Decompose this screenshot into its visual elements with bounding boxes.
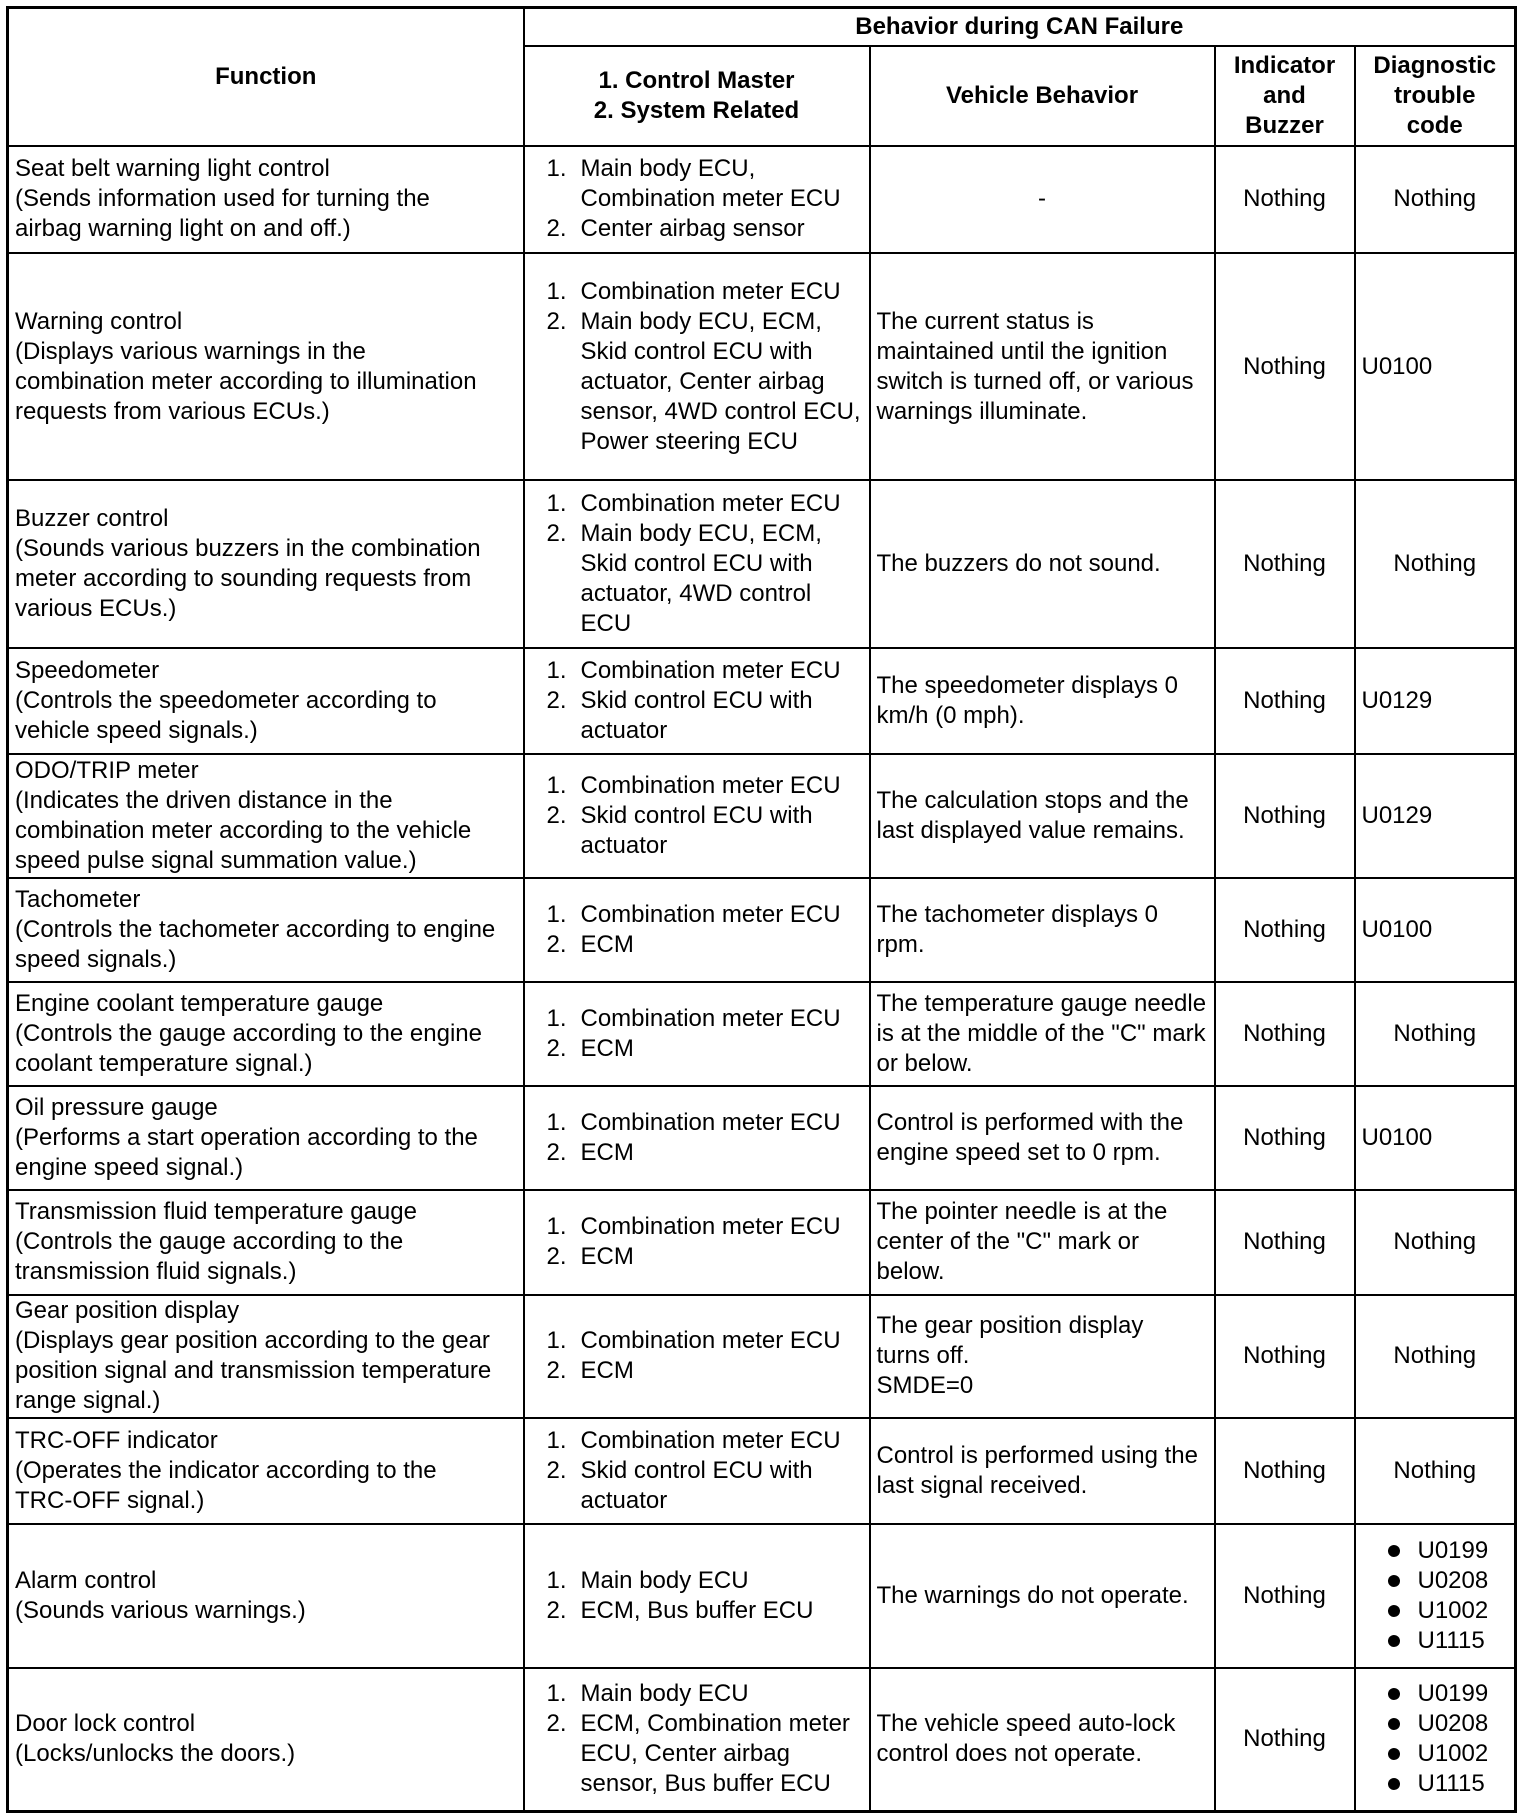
function-name: Speedometer	[15, 657, 160, 685]
function-header: Function	[8, 8, 524, 146]
function-cell	[8, 878, 524, 982]
function-description: (Locks/unlocks the doors.)	[15, 1740, 296, 1768]
table-row	[8, 982, 1516, 1086]
function-description: speed signals.)	[15, 945, 177, 973]
function-description: combination meter according to the vehicle	[15, 817, 472, 845]
master-item: 1. Combination meter ECU	[546, 900, 841, 928]
function-description: (Sends information used for turning the	[15, 185, 430, 213]
bullet-icon	[1388, 1778, 1400, 1790]
indicator-buzzer-cell: Nothing	[1215, 1668, 1355, 1812]
indicator-buzzer-cell: Nothing	[1215, 648, 1355, 754]
indicator-buzzer-header: Indicator and Buzzer	[1215, 46, 1355, 146]
vehicle-behavior-cell: The tachometer displays 0 rpm.	[870, 878, 1215, 982]
indicator-buzzer-cell: Nothing	[1215, 480, 1355, 648]
control-master-cell	[524, 253, 870, 481]
control-master-cell	[524, 1086, 870, 1190]
master-item: 2. Skid control ECU with actuator	[546, 687, 813, 745]
bullet-icon	[1388, 1605, 1400, 1617]
function-description: meter according to sounding requests from	[15, 565, 472, 593]
dtc-item: U0208	[1362, 1566, 1509, 1596]
dtc-cell	[1355, 1668, 1516, 1812]
function-description: various ECUs.)	[15, 595, 177, 623]
function-name: Seat belt warning light control	[15, 155, 330, 183]
bullet-icon	[1388, 1545, 1400, 1557]
function-description: requests from various ECUs.)	[15, 397, 330, 425]
master-item: 2. Skid control ECU with actuator	[546, 1457, 813, 1515]
control-master-cell	[524, 1668, 870, 1812]
bullet-icon	[1388, 1575, 1400, 1587]
master-item: 1. Combination meter ECU	[546, 1327, 841, 1355]
indicator-buzzer-cell: Nothing	[1215, 1295, 1355, 1418]
vehicle-behavior-cell: The calculation stops and the last displayed value remains.	[870, 754, 1215, 877]
master-item: 1. Combination meter ECU	[546, 657, 841, 685]
function-description: range signal.)	[15, 1387, 161, 1415]
dtc-cell: Nothing	[1355, 1295, 1516, 1418]
control-master-header: 1. Control Master 2. System Related	[524, 46, 870, 146]
table-row	[8, 1418, 1516, 1524]
table-row	[8, 1190, 1516, 1294]
function-name: Alarm control	[15, 1567, 157, 1594]
vehicle-behavior-cell: The buzzers do not sound.	[870, 480, 1215, 648]
master-item: 2. Skid control ECU with actuator	[546, 802, 813, 860]
table-row	[8, 1086, 1516, 1190]
function-description: engine speed signal.)	[15, 1154, 244, 1182]
vehicle-behavior-cell: The warnings do not operate.	[870, 1524, 1215, 1668]
function-description: (Controls the tachometer according to engine	[15, 915, 496, 943]
indicator-buzzer-cell: Nothing	[1215, 754, 1355, 877]
master-item: 1. Combination meter ECU	[546, 772, 841, 800]
indicator-buzzer-cell: Nothing	[1215, 1418, 1355, 1524]
table-row	[8, 1668, 1516, 1812]
table-row	[8, 754, 1516, 877]
dtc-cell: U0100	[1355, 878, 1516, 982]
table-row	[8, 648, 1516, 754]
indicator-buzzer-cell: Nothing	[1215, 878, 1355, 982]
can-failure-table	[6, 6, 1517, 1813]
dtc-item: U0208	[1362, 1709, 1509, 1739]
function-description: (Sounds various buzzers in the combination	[15, 535, 481, 563]
master-item: 2. ECM	[546, 1035, 634, 1063]
function-name: Tachometer	[15, 885, 141, 913]
function-cell	[8, 754, 524, 877]
dtc-cell	[1355, 1524, 1516, 1668]
master-item: 1. Main body ECU	[546, 1680, 749, 1708]
indicator-buzzer-cell: Nothing	[1215, 146, 1355, 253]
function-description: (Performs a start operation according to the	[15, 1124, 478, 1152]
table-row	[8, 878, 1516, 982]
function-cell	[8, 1668, 524, 1812]
master-item: 2. Main body ECU, ECM, Skid control ECU with actuator, Center airbag sensor, 4WD control ECU, Power steering ECU	[546, 307, 861, 455]
indicator-buzzer-cell: Nothing	[1215, 1086, 1355, 1190]
master-item: 1. Combination meter ECU	[546, 490, 841, 518]
dtc-cell: Nothing	[1355, 146, 1516, 253]
control-master-cell	[524, 1295, 870, 1418]
function-description: (Operates the indicator according to the	[15, 1457, 437, 1485]
function-name: Gear position display	[15, 1297, 240, 1325]
function-cell	[8, 1524, 524, 1668]
behavior-group-header: Behavior during CAN Failure	[524, 8, 1516, 46]
control-master-cell	[524, 480, 870, 648]
control-master-cell	[524, 1524, 870, 1668]
function-description: (Displays various warnings in the	[15, 337, 366, 365]
function-description: transmission fluid signals.)	[15, 1258, 297, 1286]
indicator-buzzer-cell: Nothing	[1215, 982, 1355, 1086]
vehicle-behavior-cell: Control is performed using the last signal received.	[870, 1418, 1215, 1524]
master-item: 1. Combination meter ECU	[546, 1427, 841, 1455]
master-item: 2. Main body ECU, ECM, Skid control ECU with actuator, 4WD control ECU	[546, 520, 822, 638]
control-master-cell	[524, 648, 870, 754]
bullet-icon	[1388, 1635, 1400, 1647]
indicator-buzzer-cell: Nothing	[1215, 1524, 1355, 1668]
function-name: TRC-OFF indicator	[15, 1427, 218, 1455]
control-master-cell	[524, 982, 870, 1086]
dtc-header: Diagnostic trouble code	[1355, 46, 1516, 146]
table-row	[8, 253, 1516, 481]
function-name: ODO/TRIP meter	[15, 757, 199, 785]
function-cell	[8, 146, 524, 253]
table-row	[8, 480, 1516, 648]
master-item: 2. ECM	[546, 930, 634, 958]
master-item: 1. Combination meter ECU	[546, 1005, 841, 1033]
control-master-cell	[524, 754, 870, 877]
dtc-cell: Nothing	[1355, 982, 1516, 1086]
vehicle-behavior-cell: The current status is maintained until the ignition switch is turned off, or various warnings illuminate.	[870, 253, 1215, 481]
control-master-cell	[524, 1190, 870, 1294]
function-description: airbag warning light on and off.)	[15, 215, 351, 243]
bullet-icon	[1388, 1688, 1400, 1700]
dtc-cell: U0129	[1355, 648, 1516, 754]
function-cell	[8, 648, 524, 754]
function-description: speed pulse signal summation value.)	[15, 847, 417, 875]
function-description: (Controls the gauge according to the	[15, 1228, 404, 1256]
table-row	[8, 1295, 1516, 1418]
vehicle-behavior-cell: The gear position display turns off. SMDE=0	[870, 1295, 1215, 1418]
master-item: 1. Main body ECU, Combination meter ECU	[546, 155, 841, 213]
vehicle-behavior-cell: The speedometer displays 0 km/h (0 mph).	[870, 648, 1215, 754]
function-description: (Displays gear position according to the gear	[15, 1327, 490, 1355]
dtc-item: U1115	[1362, 1626, 1509, 1656]
vehicle-behavior-cell: Control is performed with the engine speed set to 0 rpm.	[870, 1086, 1215, 1190]
master-item: 2. Center airbag sensor	[546, 215, 805, 243]
control-master-cell	[524, 146, 870, 253]
function-cell	[8, 1086, 524, 1190]
master-item: 2. ECM	[546, 1357, 634, 1385]
master-item: 1. Combination meter ECU	[546, 1213, 841, 1241]
function-name: Oil pressure gauge	[15, 1094, 218, 1122]
function-description: (Controls the speedometer according to	[15, 687, 437, 715]
function-name: Transmission fluid temperature gauge	[15, 1198, 417, 1226]
function-description: TRC-OFF signal.)	[15, 1487, 205, 1515]
function-name: Buzzer control	[15, 505, 169, 533]
function-cell	[8, 1418, 524, 1524]
master-item: 1. Combination meter ECU	[546, 277, 841, 305]
bullet-icon	[1388, 1718, 1400, 1730]
master-item: 1. Combination meter ECU	[546, 1109, 841, 1137]
function-description: coolant temperature signal.)	[15, 1050, 313, 1078]
master-item: 2. ECM	[546, 1139, 634, 1167]
function-cell	[8, 1295, 524, 1418]
function-description: combination meter according to illumination	[15, 367, 477, 395]
function-name: Warning control	[15, 307, 183, 335]
function-description: vehicle speed signals.)	[15, 717, 258, 745]
function-cell	[8, 480, 524, 648]
master-item: 2. ECM, Combination meter ECU, Center airbag sensor, Bus buffer ECU	[546, 1710, 850, 1798]
function-cell	[8, 253, 524, 481]
indicator-buzzer-cell: Nothing	[1215, 253, 1355, 481]
control-master-cell	[524, 1418, 870, 1524]
dtc-cell: U0100	[1355, 1086, 1516, 1190]
dtc-item: U1002	[1362, 1739, 1509, 1769]
indicator-buzzer-cell: Nothing	[1215, 1190, 1355, 1294]
dtc-item: U1115	[1362, 1769, 1509, 1799]
function-name: Engine coolant temperature gauge	[15, 990, 384, 1018]
vehicle-behavior-cell: The pointer needle is at the center of the "C" mark or below.	[870, 1190, 1215, 1294]
function-description: (Sounds various warnings.)	[15, 1597, 306, 1624]
dtc-item: U1002	[1362, 1596, 1509, 1626]
vehicle-behavior-header: Vehicle Behavior	[870, 46, 1215, 146]
function-cell	[8, 982, 524, 1086]
dtc-cell: U0100	[1355, 253, 1516, 481]
table-row	[8, 146, 1516, 253]
dtc-cell: U0129	[1355, 754, 1516, 877]
table-row	[8, 1524, 1516, 1668]
function-description: position signal and transmission temperature	[15, 1357, 492, 1385]
dtc-item: U0199	[1362, 1536, 1509, 1566]
dtc-cell: Nothing	[1355, 1190, 1516, 1294]
master-item: 1. Main body ECU	[546, 1567, 749, 1594]
function-description: (Controls the gauge according to the engine	[15, 1020, 482, 1048]
dtc-cell: Nothing	[1355, 1418, 1516, 1524]
vehicle-behavior-cell: The vehicle speed auto-lock control does not operate.	[870, 1668, 1215, 1812]
vehicle-behavior-cell: -	[870, 146, 1215, 253]
control-master-cell	[524, 878, 870, 982]
function-name: Door lock control	[15, 1710, 196, 1738]
function-cell	[8, 1190, 524, 1294]
dtc-cell: Nothing	[1355, 480, 1516, 648]
master-item: 2. ECM, Bus buffer ECU	[546, 1597, 814, 1624]
function-description: (Indicates the driven distance in the	[15, 787, 393, 815]
dtc-item: U0199	[1362, 1679, 1509, 1709]
master-item: 2. ECM	[546, 1243, 634, 1271]
vehicle-behavior-cell: The temperature gauge needle is at the middle of the "C" mark or below.	[870, 982, 1215, 1086]
bullet-icon	[1388, 1748, 1400, 1760]
